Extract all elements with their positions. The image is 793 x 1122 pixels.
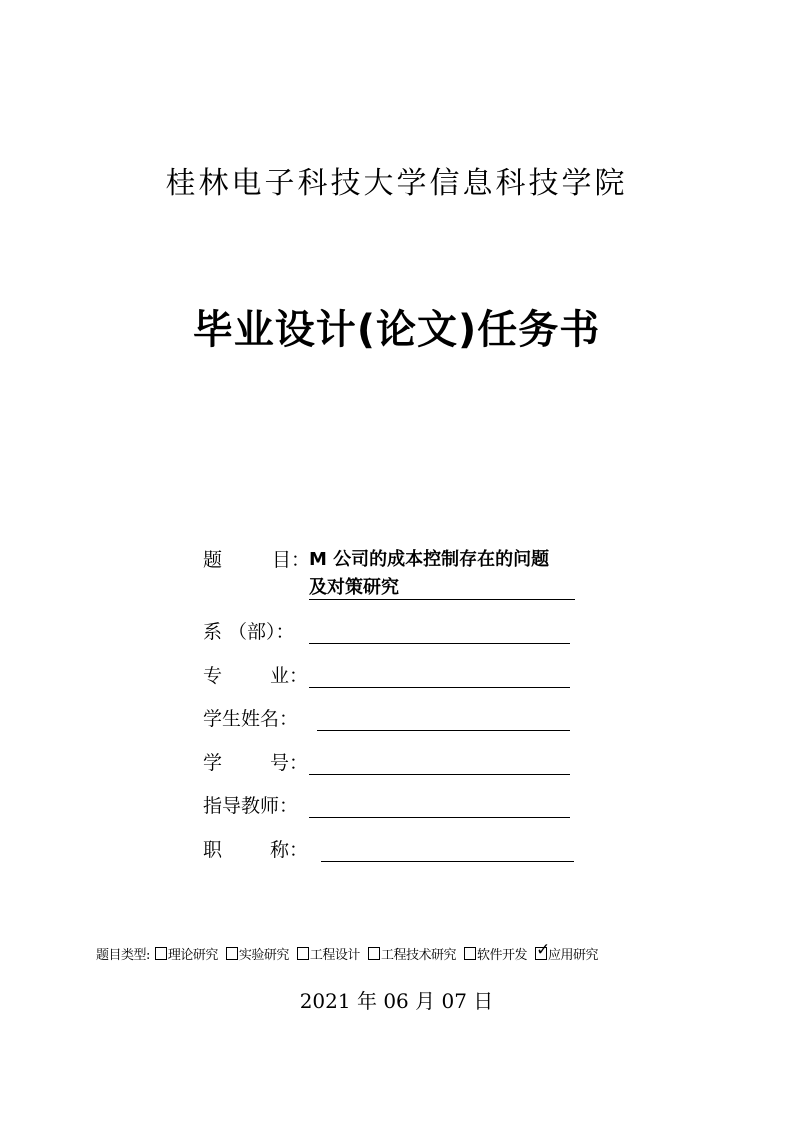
topic-underline xyxy=(309,573,575,600)
student-name-input-line[interactable] xyxy=(317,704,570,731)
topic-type-row xyxy=(96,939,598,964)
advisor-label: 指导教师： xyxy=(203,795,299,817)
title-rank-label: 职 称： xyxy=(203,839,309,861)
student-id-label: 学 号： xyxy=(203,752,309,774)
field-title-rank xyxy=(203,835,583,863)
field-advisor xyxy=(203,791,583,819)
option-applied-research[interactable]: ✓ 应用研究 xyxy=(535,939,598,963)
field-topic-label xyxy=(203,545,310,572)
topic-value-line2: 及对策研究 xyxy=(309,577,399,598)
document-date: 2021 年 06 月 07 日 xyxy=(299,989,494,1013)
checkbox[interactable] xyxy=(297,947,309,960)
document-title: 毕业设计(论文)任务书 xyxy=(192,307,601,353)
major-input-line[interactable] xyxy=(309,661,570,688)
topic-type-label: 题目类型: xyxy=(96,947,150,963)
option-theory-research[interactable]: 理论研究 xyxy=(155,944,218,963)
checkbox[interactable] xyxy=(464,947,476,960)
student-id-input-line[interactable] xyxy=(309,748,570,775)
topic-label-b: 目： xyxy=(272,549,311,571)
department-label: 系 （部）： xyxy=(203,621,295,643)
student-name-label: 学生姓名： xyxy=(203,708,299,730)
school-name: 桂林电子科技大学信息科技学院 xyxy=(165,166,628,201)
check-mark-icon: ✓ xyxy=(535,939,550,960)
title-rank-input-line[interactable] xyxy=(321,835,574,862)
department-input-line[interactable] xyxy=(309,617,570,644)
field-student-id xyxy=(203,748,583,776)
checkbox-checked[interactable] xyxy=(535,939,550,960)
field-topic xyxy=(203,545,583,573)
field-topic-line2 xyxy=(203,573,583,601)
checkbox[interactable] xyxy=(368,947,380,960)
topic-label-a: 题 xyxy=(203,549,223,571)
advisor-input-line[interactable] xyxy=(309,791,570,818)
option-engineering-design[interactable]: 工程设计 xyxy=(297,944,360,963)
major-label: 专 业： xyxy=(203,665,309,687)
option-software-development[interactable]: 软件开发 xyxy=(464,944,527,963)
checkbox[interactable] xyxy=(155,947,167,960)
field-major xyxy=(203,661,583,689)
field-department xyxy=(203,617,583,645)
checkbox[interactable] xyxy=(226,947,238,960)
option-experiment-research[interactable]: 实验研究 xyxy=(226,944,289,963)
field-student-name xyxy=(203,704,583,732)
topic-value-line1: M 公司的成本控制存在的问题 xyxy=(309,549,550,570)
option-engineering-tech-research[interactable]: 工程技术研究 xyxy=(368,944,456,963)
